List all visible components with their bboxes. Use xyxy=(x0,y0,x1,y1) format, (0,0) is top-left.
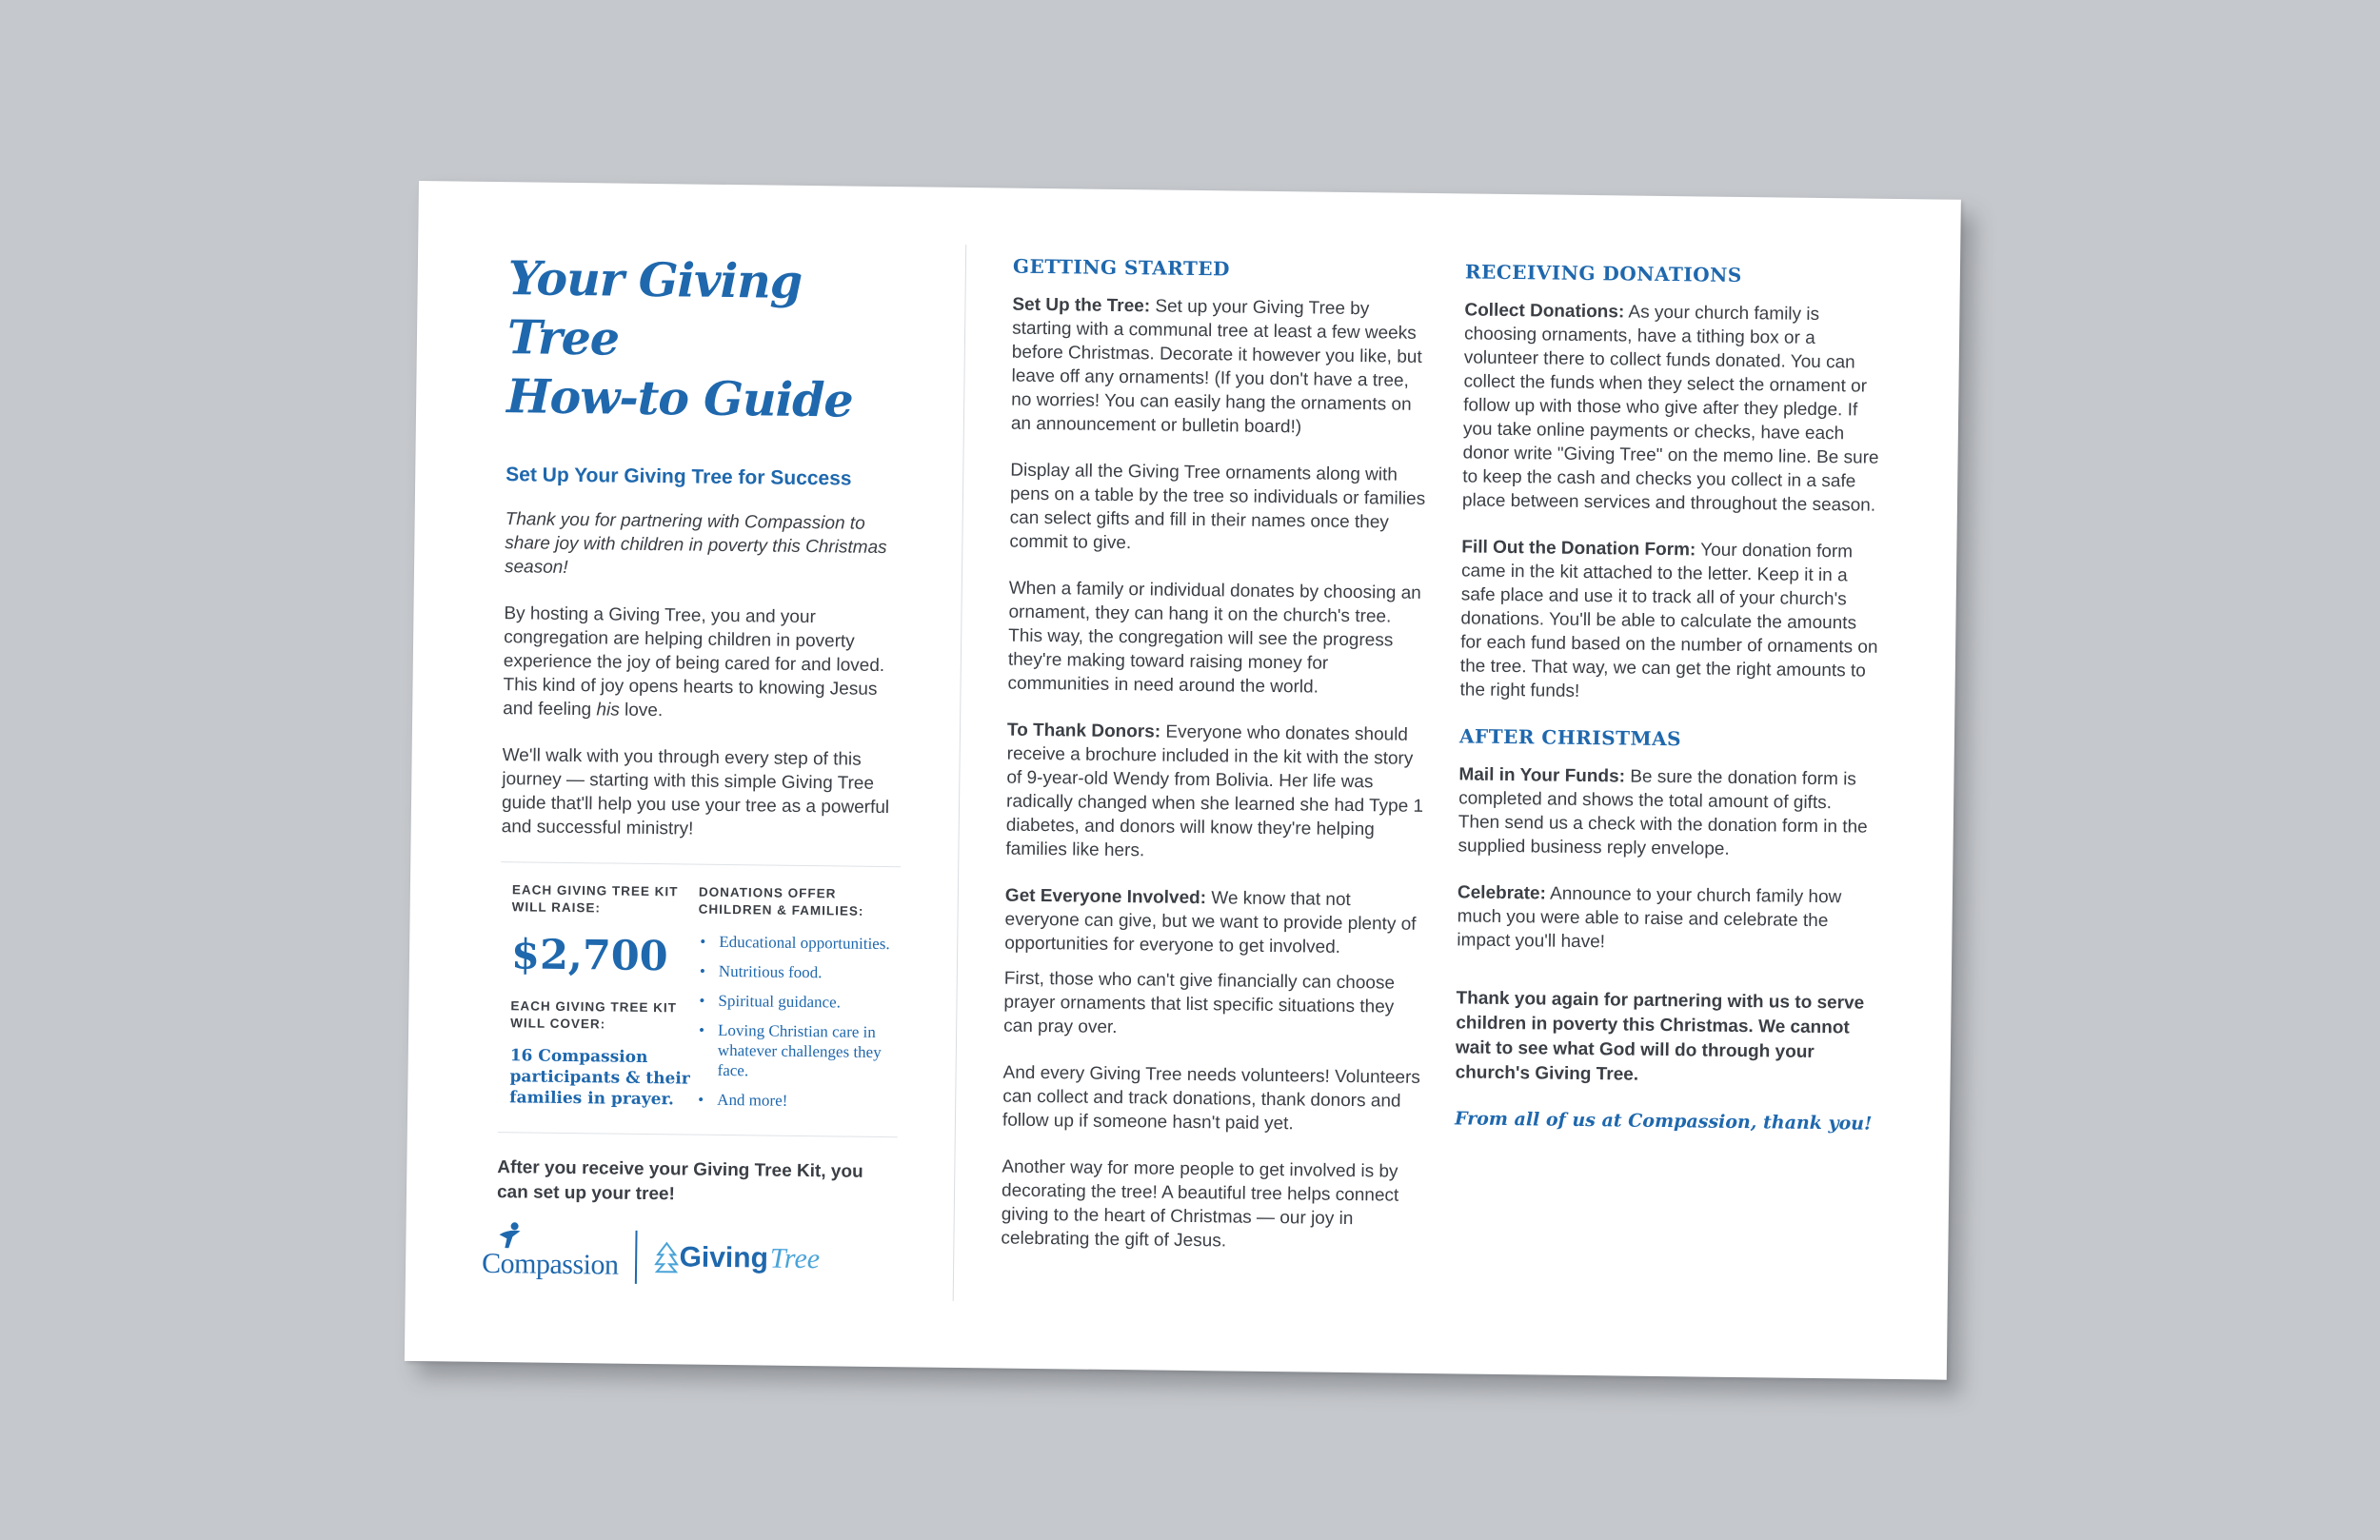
cover-label: EACH GIVING TREE KIT WILL COVER: xyxy=(510,998,678,1032)
offers-label: DONATIONS OFFER CHILDREN & FAMILIES: xyxy=(698,884,864,918)
intro-column xyxy=(497,248,908,1210)
list-item: • And more! xyxy=(696,1090,898,1113)
hosting-paragraph: By hosting a Giving Tree, you and your congregation are helping children in poverty experience the joy of being cared for and loved. This kind of joy opens hearts to knowing Jesus and feeling his love. xyxy=(503,603,885,721)
subheading: Set Up Your Giving Tree for Success xyxy=(506,464,852,490)
thank-donors-paragraph: To Thank Donors: Everyone who donates should receive a brochure included in the kit with the story of 9-year-old Wendy from Bolivia. Her life was radically changed when she learned she had Type 1 diabetes, and donors will know they're helping families like hers. xyxy=(1005,720,1424,861)
tree-icon xyxy=(654,1241,679,1273)
prayer-paragraph: First, those who can't give financially can choose prayer ornaments that list specific situations they can pray over. xyxy=(1003,968,1396,1038)
column-divider xyxy=(953,245,967,1301)
stats-box xyxy=(498,861,901,1137)
journey-paragraph: We'll walk with you through every step of this journey — starting with this simple Giving Tree guide that'll help you use your tree as a powerful and successful ministry! xyxy=(501,745,890,839)
stats-right xyxy=(696,884,901,1122)
offers-list xyxy=(696,932,900,1113)
thanks-paragraph: Thank you again for partnering with us to serve children in poverty this Christmas. We cannot wait to see what God will do through your church's Giving Tree. xyxy=(1455,988,1865,1085)
getting-started-column xyxy=(1001,255,1432,1278)
list-item: • Spiritual guidance. xyxy=(697,991,899,1014)
list-item: • Educational opportunities. xyxy=(698,932,900,955)
receiving-donations-heading: RECEIVING DONATIONS xyxy=(1464,260,1742,286)
collect-paragraph: Collect Donations: As your church family is choosing ornaments, have a tithing box or a volunteer there to collect funds donated. You can collect the funds when they select the ornament or follow up with those who give after they pledge. If you take online payments or checks, have each donor write "Giving Tree" on the memo line. Be sure to keep the cash and checks you collect in a safe place between services and throughout the season. xyxy=(1461,300,1879,516)
form-paragraph: Fill Out the Donation Form: Your donation form came in the kit attached to the letter. Keep it in a safe place and use it to track all of your church's donations. You'll be able to calculate the amounts for each fund based on the number of ornaments on the tree. That way, we can get the right amounts to the right funds! xyxy=(1459,537,1878,701)
after-christmas-heading: AFTER CHRISTMAS xyxy=(1458,724,1682,751)
involve-paragraph: Get Everyone Involved: We know that not everyone can give, but we want to provide plenty of opportunities for everyone to get involved. xyxy=(1004,885,1417,958)
decorating-paragraph: Another way for more people to get involved is by decorating the tree! A beautiful tree helps connect giving to the heart of Christmas — our joy in celebrating the gift of Jesus. xyxy=(1001,1156,1399,1252)
cover-value: 16 Compassion participants & their families in prayer. xyxy=(509,1046,690,1110)
getting-started-heading: GETTING STARTED xyxy=(1012,254,1231,281)
donations-column xyxy=(1455,260,1884,1134)
giving-tree-logo: Giving Tree xyxy=(654,1241,820,1275)
logo-divider xyxy=(635,1231,638,1284)
volunteers-paragraph: And every Giving Tree needs volunteers! Volunteers can collect and track donations, thank donors and follow up if someone hasn't paid yet. xyxy=(1002,1062,1421,1135)
intro-text: Thank you for partnering with Compassion to share joy with children in poverty this Christmas season! xyxy=(504,509,887,578)
setup-paragraph: Set Up the Tree: Set up your Giving Tree by starting with a communal tree at least a few weeks before Christmas. Decorate it however you like, but leave off any ornaments! (If you don't have a tree, no worries! You can easily hang the ornaments on an announcement or bulletin board!) xyxy=(1010,294,1422,438)
when-paragraph: When a family or individual donates by choosing an ornament, they can hang it on the church's tree. This way, the congregation will see the progress they're making toward raising money for communities in need around the world. xyxy=(1007,578,1421,698)
after-kit-text: After you receive your Giving Tree Kit, you can set up your tree! xyxy=(496,1157,863,1205)
compassion-logo: Compassion xyxy=(482,1231,619,1282)
guide-sheet xyxy=(405,181,1961,1380)
page-title: Your Giving Tree How-to Guide xyxy=(506,250,853,428)
stats-left xyxy=(498,881,699,1119)
signoff: From all of us at Compassion, thank you! xyxy=(1454,1108,1873,1135)
list-item: • Loving Christian care in whatever challenges they face. xyxy=(696,1020,899,1083)
mail-paragraph: Mail in Your Funds: Be sure the donation form is completed and shows the total amount of gifts. Then send us a check with the donation form in the supplied business reply envelope. xyxy=(1458,764,1868,859)
display-paragraph: Display all the Giving Tree ornaments along with pens on a table by the tree so individuals or families can select gifts and fill in their names once they commit to give. xyxy=(1009,460,1426,554)
list-item: • Nutritious food. xyxy=(698,961,900,984)
celebrate-paragraph: Celebrate: Announce to your church family how much you were able to raise and celebrate the impact you'll have! xyxy=(1457,882,1842,953)
figure-icon xyxy=(495,1221,524,1250)
raise-amount: $2,700 xyxy=(510,931,668,981)
raise-label: EACH GIVING TREE KIT WILL RAISE: xyxy=(511,882,679,916)
logo-row xyxy=(482,1229,821,1286)
